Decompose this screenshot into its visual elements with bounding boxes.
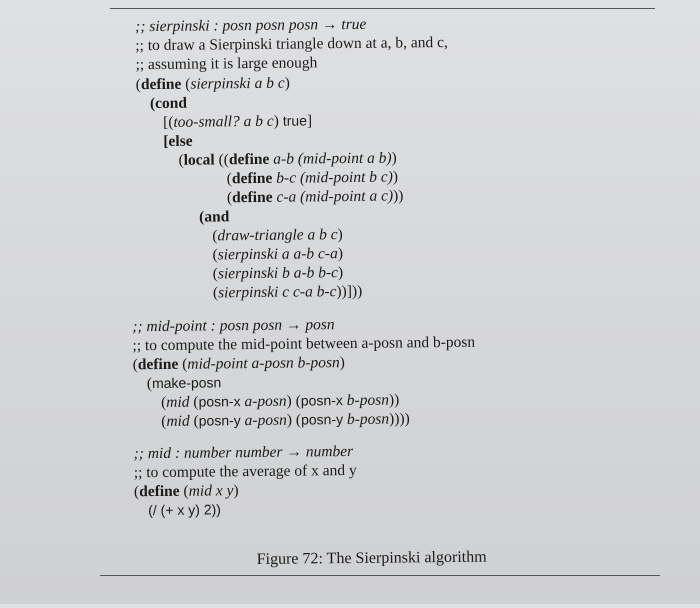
def-c-a: c-a (mid-point a c) — [276, 187, 394, 206]
mid-purpose-comment: ;; to compute the average of x and y — [133, 461, 357, 482]
define-keyword: define — [139, 482, 180, 501]
mid-x-line: (mid (posn-x a-posn) (posn-x b-posn)) — [160, 391, 400, 411]
mid-define-header: (define (mid x y) — [133, 482, 239, 501]
posn-x-keyword: posn-x — [198, 393, 241, 410]
sierpinski-contract-comment: ;; sierpinski : posn posn posn → true — [135, 15, 367, 36]
and-keyword: and — [204, 208, 230, 226]
recursive-call-2: (sierpinski b a-b b-c) — [212, 264, 344, 283]
def-b-c: b-c (mid-point b c) — [276, 168, 393, 187]
mid-y-line: (mid (posn-y a-posn) (posn-y b-posn)))) — [161, 410, 410, 430]
a-posn-arg: a-posn — [244, 392, 287, 411]
define-keyword: define — [140, 75, 182, 94]
posn-x-keyword: posn-x — [300, 392, 343, 409]
mid-point-define-header: (define (mid-point a-posn b-posn) — [132, 354, 346, 374]
make-posn-line: (make-posn — [146, 374, 222, 393]
mid-keyword: mid — [166, 412, 190, 430]
posn-y-keyword: posn-y — [198, 412, 241, 429]
draw-triangle-line: (draw-triangle a b c) — [212, 226, 343, 245]
sierpinski-assumption-comment: ;; assuming it is large enough — [135, 54, 318, 74]
recursive-call-3: (sierpinski c c-a b-c))])) — [212, 282, 363, 302]
define-c-a-line: (define c-a (mid-point a c))) — [226, 187, 404, 207]
closing-parens: ))])) — [336, 282, 363, 301]
sierpinski-call-c: sierpinski c c-a b-c — [218, 283, 337, 302]
else-clause: [else — [163, 132, 193, 150]
define-keyword: define — [228, 150, 270, 169]
a-posn-arg: a-posn — [244, 411, 287, 430]
b-posn-arg: b-posn — [346, 410, 390, 429]
and-line: (and — [199, 208, 230, 226]
bottom-rule — [100, 575, 660, 576]
local-line: (local ((define a-b (mid-point a b)) — [178, 149, 397, 169]
define-keyword: define — [231, 169, 273, 188]
define-keyword: define — [137, 355, 179, 374]
make-posn-keyword: make-posn — [151, 374, 222, 392]
def-a-b: a-b (mid-point a b) — [273, 149, 392, 168]
cond-keyword: cond — [155, 94, 188, 113]
sierpinski-signature: sierpinski a b c — [190, 74, 285, 93]
sierpinski-define-header: (define (sierpinski a b c) — [135, 74, 290, 94]
recursive-call-1: (sierpinski a a-b c-a) — [212, 245, 344, 264]
sierpinski-call-b: sierpinski b a-b b-c — [217, 264, 339, 283]
mid-contract-comment: ;; mid : number number → number — [133, 442, 354, 463]
else-keyword: else — [168, 132, 193, 150]
local-keyword: local — [183, 151, 215, 169]
mid-keyword: mid — [166, 393, 190, 411]
true-keyword: true — [282, 112, 308, 129]
define-keyword: define — [232, 188, 273, 207]
mid-point-signature: mid-point a-posn b-posn — [187, 354, 340, 373]
mid-body: (/ (+ x y) 2)) — [148, 501, 222, 519]
mid-point-contract-comment: ;; mid-point : posn posn → posn — [132, 316, 335, 336]
draw-triangle-call: draw-triangle a b c — [217, 226, 338, 245]
sierpinski-call-a: sierpinski a a-b c-a — [217, 245, 338, 264]
sierpinski-purpose-comment: ;; to draw a Sierpinski triangle down at a, b, and c, — [135, 33, 448, 55]
figure-caption: Figure 72: The Sierpinski algorithm — [256, 548, 487, 568]
too-small-call: too-small? a b c — [173, 112, 274, 131]
define-b-c-line: (define b-c (mid-point b c)) — [226, 168, 399, 188]
mid-signature: mid x y — [188, 482, 234, 500]
too-small-clause: [(too-small? a b c) true] — [163, 112, 313, 131]
cond-line: (cond — [149, 94, 188, 113]
b-posn-arg: b-posn — [346, 391, 390, 410]
mid-point-purpose-comment: ;; to compute the mid-point between a-posn and b-posn — [132, 333, 476, 355]
posn-y-keyword: posn-y — [300, 411, 344, 428]
